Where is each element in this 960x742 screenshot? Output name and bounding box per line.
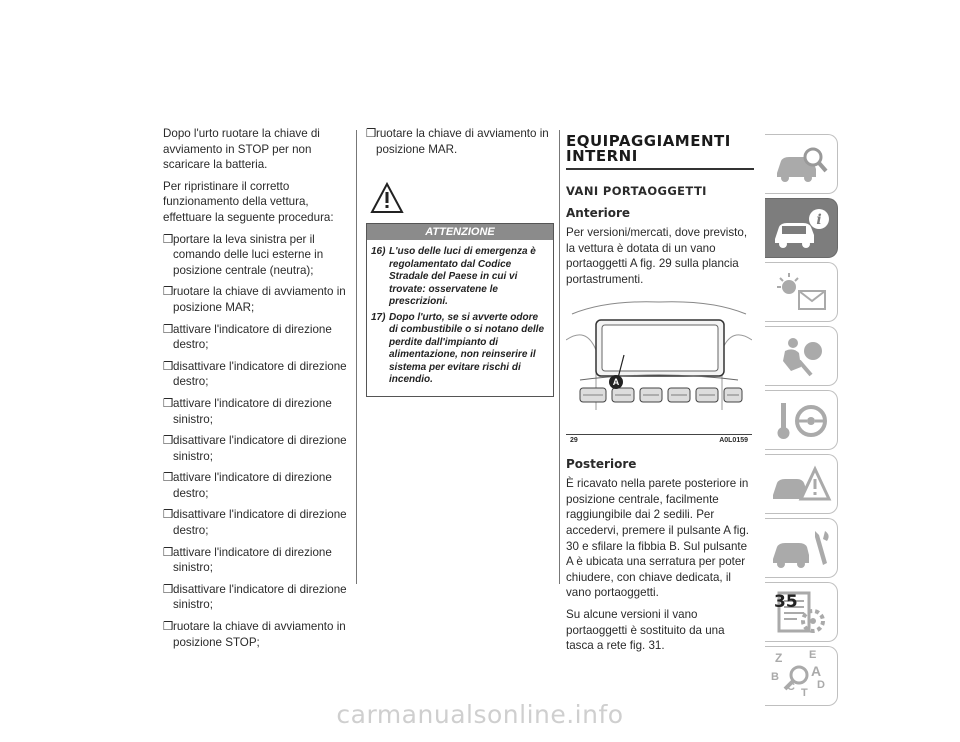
note-number: 17): [371, 311, 386, 323]
warning-triangle-icon: [370, 182, 404, 214]
list-item-text: attivare l'indicatore di direzione destro;: [173, 471, 332, 500]
list-item: [163, 619, 351, 650]
list-item-text: ruotare la chiave di avviamento in posizione MAR;: [173, 285, 346, 314]
figure-dashboard: [566, 300, 752, 444]
list-item: [366, 126, 554, 157]
note-text: L'uso delle luci di emergenza è regolamentato dal Codice Stradale del Paese in cui vi trovate: osservatene le prescrizioni.: [389, 246, 536, 308]
warning-body: [367, 240, 553, 396]
checkbox-bullet-icon: ❒: [366, 127, 377, 140]
column-divider: [356, 130, 357, 584]
list-item-text: attivare l'indicatore di direzione sinistro;: [173, 545, 332, 575]
list-item-text: attivare l'indicatore di direzione sinistro;: [173, 396, 332, 426]
page-number: 35: [774, 592, 798, 612]
note-number: 16): [371, 246, 386, 258]
list-item: [163, 545, 351, 576]
checkbox-bullet-icon: ❒: [163, 285, 174, 299]
warning-box: [366, 223, 554, 397]
tab-technical-data[interactable]: [765, 582, 838, 642]
car-maintenance-icon: [769, 523, 833, 573]
dashboard-illustration: [566, 300, 752, 434]
figure-callout-label: A: [612, 376, 620, 387]
tab-index[interactable]: [765, 646, 838, 706]
chapter-tabs: [765, 134, 839, 710]
section-rule: [566, 168, 754, 170]
tab-warning-lights[interactable]: [765, 262, 838, 322]
list-item: [163, 359, 351, 390]
checkbox-bullet-icon: ❒: [163, 620, 174, 634]
list-item-text: ruotare la chiave di avviamento in posizione MAR.: [376, 127, 549, 156]
list-item: [163, 232, 351, 279]
index-letter-a: A: [811, 663, 822, 679]
breakdown-triangle-icon: [769, 459, 833, 509]
list-item: [163, 507, 351, 538]
warning-light-icon: [769, 267, 833, 317]
tab-starting-driving[interactable]: [765, 390, 838, 450]
list-item: [163, 470, 351, 501]
key-steering-icon: [769, 395, 833, 445]
tab-car-info[interactable]: [765, 198, 838, 258]
svg-text:i: i: [816, 212, 822, 228]
checkbox-bullet-icon: ❒: [163, 545, 174, 559]
checkbox-bullet-icon: ❒: [163, 434, 174, 448]
tab-emergency[interactable]: [765, 454, 838, 514]
airbag-person-icon: [769, 331, 833, 381]
list-item-text: ruotare la chiave di avviamento in posizione STOP;: [173, 620, 346, 649]
column-middle: [366, 126, 554, 397]
checkbox-bullet-icon: ❒: [163, 232, 174, 246]
list-item-text: portare la leva sinistra per il comando delle luci esterne in posizione centrale (neutra);: [173, 232, 324, 277]
list-item-text: disattivare l'indicatore di direzione destro;: [173, 508, 347, 538]
tab-maintenance[interactable]: [765, 518, 838, 578]
index-letter-d: D: [817, 679, 825, 691]
car-info-icon: [769, 203, 833, 253]
watermark: carmanualsonline.info: [336, 700, 624, 729]
figure-number: 29: [570, 436, 578, 444]
tab-safety[interactable]: [765, 326, 838, 386]
index-letter-z: Z: [775, 651, 783, 665]
list-item-text: disattivare l'indicatore di direzione sinistro;: [173, 582, 347, 612]
list-item: [163, 433, 351, 464]
checkbox-bullet-icon: ❒: [163, 582, 174, 596]
index-letter-t: T: [801, 687, 808, 699]
heading-posteriore: Posteriore: [566, 456, 637, 471]
list-item: [163, 582, 351, 613]
warning-note: [371, 246, 549, 309]
list-item-text: attivare l'indicatore di direzione destro;: [173, 322, 332, 352]
warning-note: [371, 312, 549, 387]
subsection-title: VANI PORTAOGGETTI: [566, 184, 707, 198]
intro-paragraph-2: Per ripristinare il corretto funzionamento della vettura, effettuare la seguente procedura:: [163, 179, 334, 224]
intro-paragraph: Dopo l'urto ruotare la chiave di avviamento in STOP per non scaricare la batteria.: [163, 127, 320, 172]
index-letter-c: C: [787, 681, 795, 693]
checkbox-bullet-icon: ❒: [163, 322, 174, 336]
column-divider: [559, 130, 560, 584]
list-item-text: disattivare l'indicatore di direzione destro;: [173, 359, 347, 389]
anteriore-paragraph: Per versioni/mercati, dove previsto, la vettura è dotata di un vano portaoggetti A fig. 29 sulla plancia portastrumenti.: [566, 226, 748, 286]
list-item: [163, 396, 351, 427]
posteriore-paragraph: È ricavato nella parete posteriore in posizione centrale, facilmente raggiungibile dai 2 sedili. Per accedervi, premere il pulsante A fig. 30 e sfilare la fibbia B. Sul pulsante A è ubicata una serratura per poter chiudere, con chiave dedicata, il vano portaoggetti.: [566, 477, 750, 600]
section-title: EQUIPAGGIAMENTI INTERNI: [566, 132, 731, 165]
checkbox-bullet-icon: ❒: [163, 508, 174, 522]
column-left: [163, 126, 351, 656]
tab-getting-to-know-car[interactable]: [765, 134, 838, 194]
checkbox-bullet-icon: ❒: [163, 471, 174, 485]
list-item: [163, 284, 351, 315]
list-item: [163, 322, 351, 353]
car-search-icon: [769, 139, 833, 189]
column-right: [566, 130, 754, 660]
note-text: Dopo l'urto, se si avverte odore di combustibile o si notano delle perdite dall'impianto di alimentazione, non reinserire il sistema per evitare rischi di incendio.: [389, 311, 545, 386]
checkbox-bullet-icon: ❒: [163, 396, 174, 410]
posteriore-paragraph-2: Su alcune versioni il vano portaoggetti è sostituito da una tasca a rete fig. 31.: [566, 607, 725, 653]
list-item-text: disattivare l'indicatore di direzione sinistro;: [173, 434, 347, 463]
index-letter-e: E: [809, 649, 817, 661]
warning-title: ATTENZIONE: [367, 224, 553, 240]
index-letter-b: B: [771, 671, 779, 683]
procedure-list: [163, 232, 351, 651]
heading-anteriore: Anteriore: [566, 205, 631, 220]
figure-code: A0L0159: [719, 436, 748, 444]
checkbox-bullet-icon: ❒: [163, 359, 174, 373]
